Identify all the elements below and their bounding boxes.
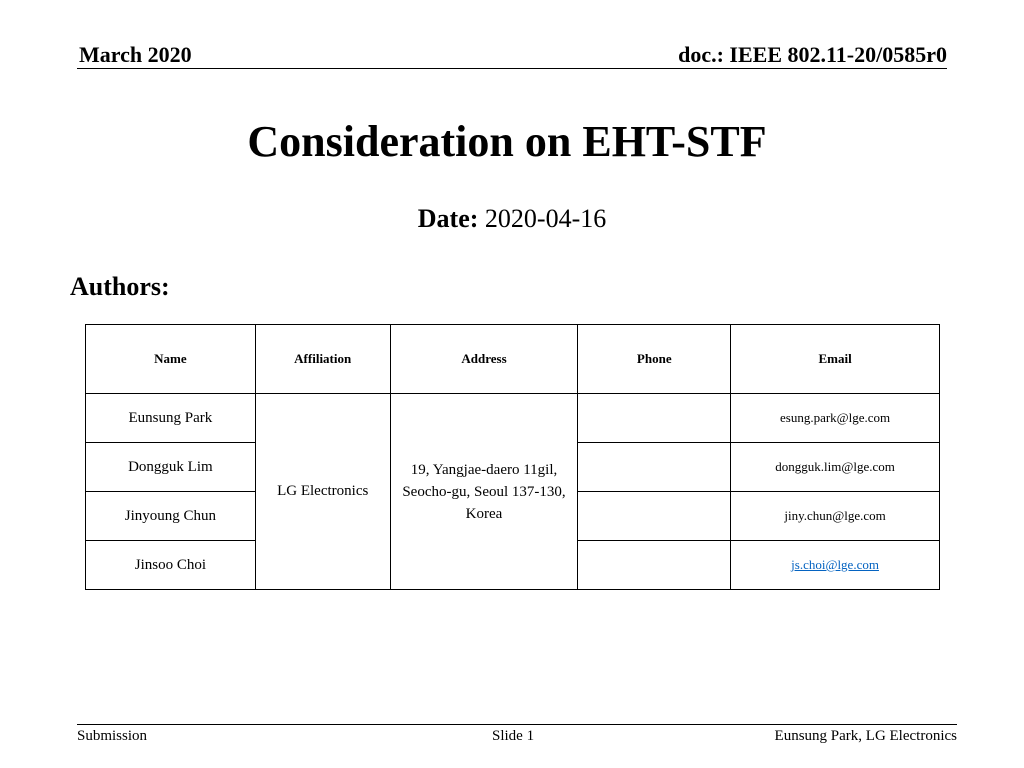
slide-title: Consideration on EHT-STF	[247, 117, 767, 166]
footer-author: Eunsung Park, LG Electronics	[774, 728, 957, 744]
author-email: esung.park@lge.com	[731, 394, 940, 443]
column-header-phone: Phone	[578, 325, 731, 394]
author-name: Dongguk Lim	[86, 443, 256, 492]
column-header-email: Email	[731, 325, 940, 394]
footer-submission: Submission	[77, 728, 148, 744]
footer-rule	[77, 724, 957, 725]
table-row	[86, 394, 940, 443]
date-label: Date:	[417, 204, 479, 233]
column-header-affiliation: Affiliation	[255, 325, 390, 394]
author-name: Jinyoung Chun	[86, 492, 256, 541]
authors-table	[85, 324, 940, 590]
author-phone	[578, 541, 731, 590]
header-date: March 2020	[79, 42, 192, 67]
authors-heading: Authors:	[70, 272, 170, 301]
author-phone	[578, 394, 731, 443]
author-phone	[578, 443, 731, 492]
author-name: Jinsoo Choi	[86, 541, 256, 590]
date-line	[0, 204, 1024, 234]
date-value: 2020-04-16	[484, 204, 607, 233]
footer-slide-number: Slide 1	[492, 728, 535, 744]
author-email-link[interactable]: js.choi@lge.com	[791, 557, 879, 572]
author-name: Eunsung Park	[86, 394, 256, 443]
column-header-name: Name	[86, 325, 256, 394]
table-header-row	[86, 325, 940, 394]
column-header-address: Address	[390, 325, 578, 394]
author-email: dongguk.lim@lge.com	[731, 443, 940, 492]
author-email: jiny.chun@lge.com	[731, 492, 940, 541]
header-rule	[77, 68, 947, 69]
header-doc-id: doc.: IEEE 802.11-20/0585r0	[678, 42, 947, 67]
author-address: 19, Yangjae-daero 11gil, Seocho-gu, Seoul 137-130, Korea	[390, 394, 578, 590]
author-email-cell	[731, 541, 940, 590]
author-phone	[578, 492, 731, 541]
author-affiliation: LG Electronics	[255, 394, 390, 590]
